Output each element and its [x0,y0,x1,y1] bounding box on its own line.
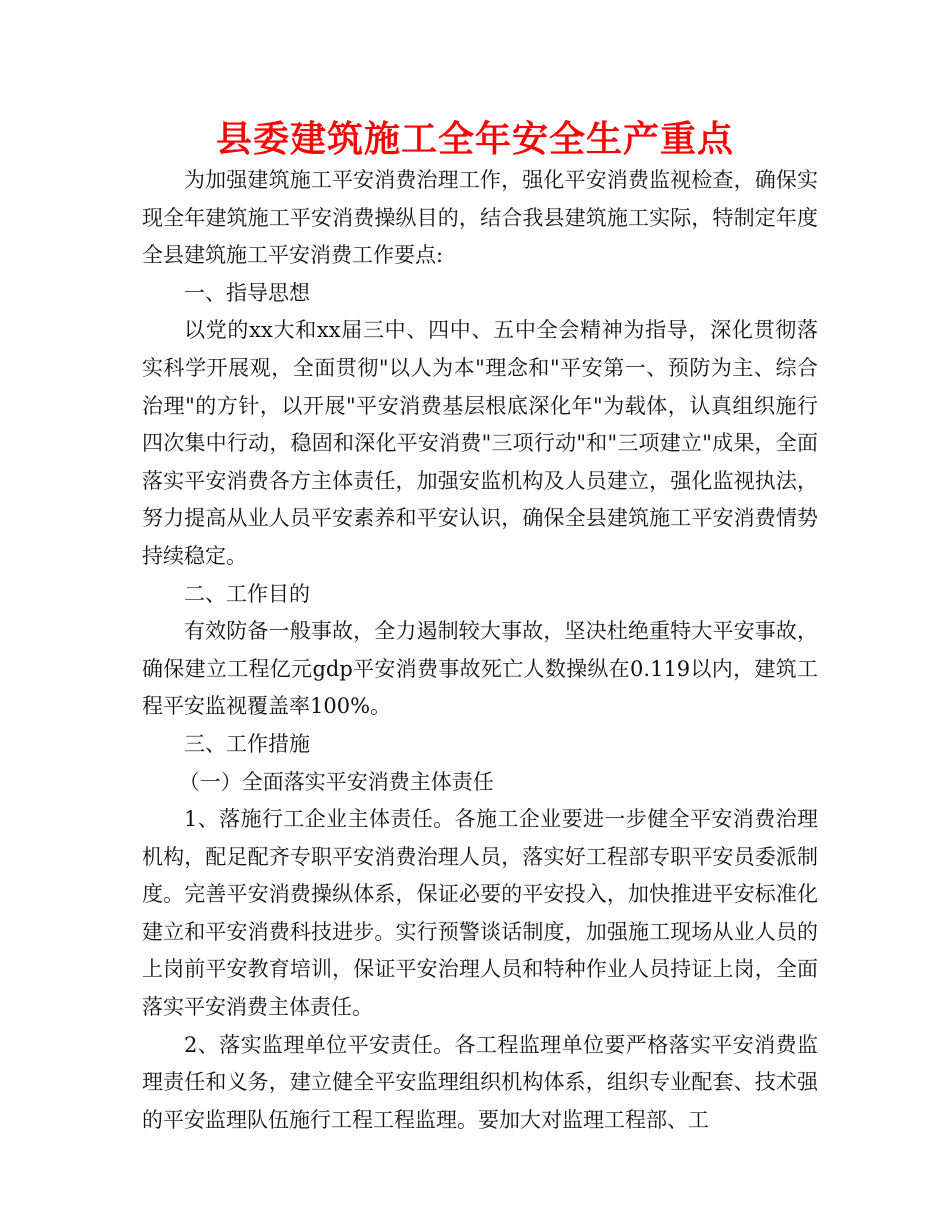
work-goals-paragraph: 有效防备一般事故，全力遏制较大事故，坚决杜绝重特大平安事故，确保建立工程亿元gdp平安消费事故死亡人数操纵在0.119以内，建筑工程平安监视覆盖率100%。 [142,619,818,719]
section-heading-work-measures: 三、工作措施 [184,731,310,756]
measure-2-paragraph: 2、落实监理单位平安责任。各工程监理单位要严格落实平安消费监理责任和义务，建立健全平安监理组织机构体系，组织专业配套、技术强的平安监理队伍施行工程工程监理。要加大对监理工程部、工 [142,1032,818,1132]
section-heading-work-goals: 二、工作目的 [184,581,310,606]
document-body [142,162,818,1139]
subsection-heading-main-responsibility: （一）全面落实平安消费主体责任 [178,769,494,794]
measure-1-paragraph: 1、落施行工企业主体责任。各施工企业要进一步健全平安消费治理机构，配足配齐专职平安消费治理人员，落实好工程部专职平安员委派制度。完善平安消费操纵体系，保证必要的平安投入，加快推进平安标准化建立和平安消费科技进步。实行预警谈话制度，加强施工现场从业人员的上岗前平安教育培训，保证平安治理人员和特种作业人员持证上岗，全面落实平安消费主体责任。 [142,807,818,1020]
section-heading-guiding-ideology: 一、指导思想 [184,280,310,305]
intro-paragraph: 为加强建筑施工平安消费治理工作，强化平安消费监视检查，确保实现全年建筑施工平安消费操纵目的，结合我县建筑施工实际，特制定年度全县建筑施工平安消费工作要点: [142,168,818,268]
guiding-ideology-paragraph: 以党的xx大和xx届三中、四中、五中全会精神为指导，深化贯彻落实科学开展观，全面贯彻"以人为本"理念和"平安第一、预防为主、综合治理"的方针，以开展"平安消费基层根底深化年"为载体，认真组织施行四次集中行动，稳固和深化平安消费"三项行动"和"三项建立"成果，全面落实平安消费各方主体责任，加强安监机构及人员建立，强化监视执法，努力提高从业人员平安素养和平安认识，确保全县建筑施工平安消费情势持续稳定。 [142,318,818,568]
document-title: 县委建筑施工全年安全生产重点 [215,119,734,160]
